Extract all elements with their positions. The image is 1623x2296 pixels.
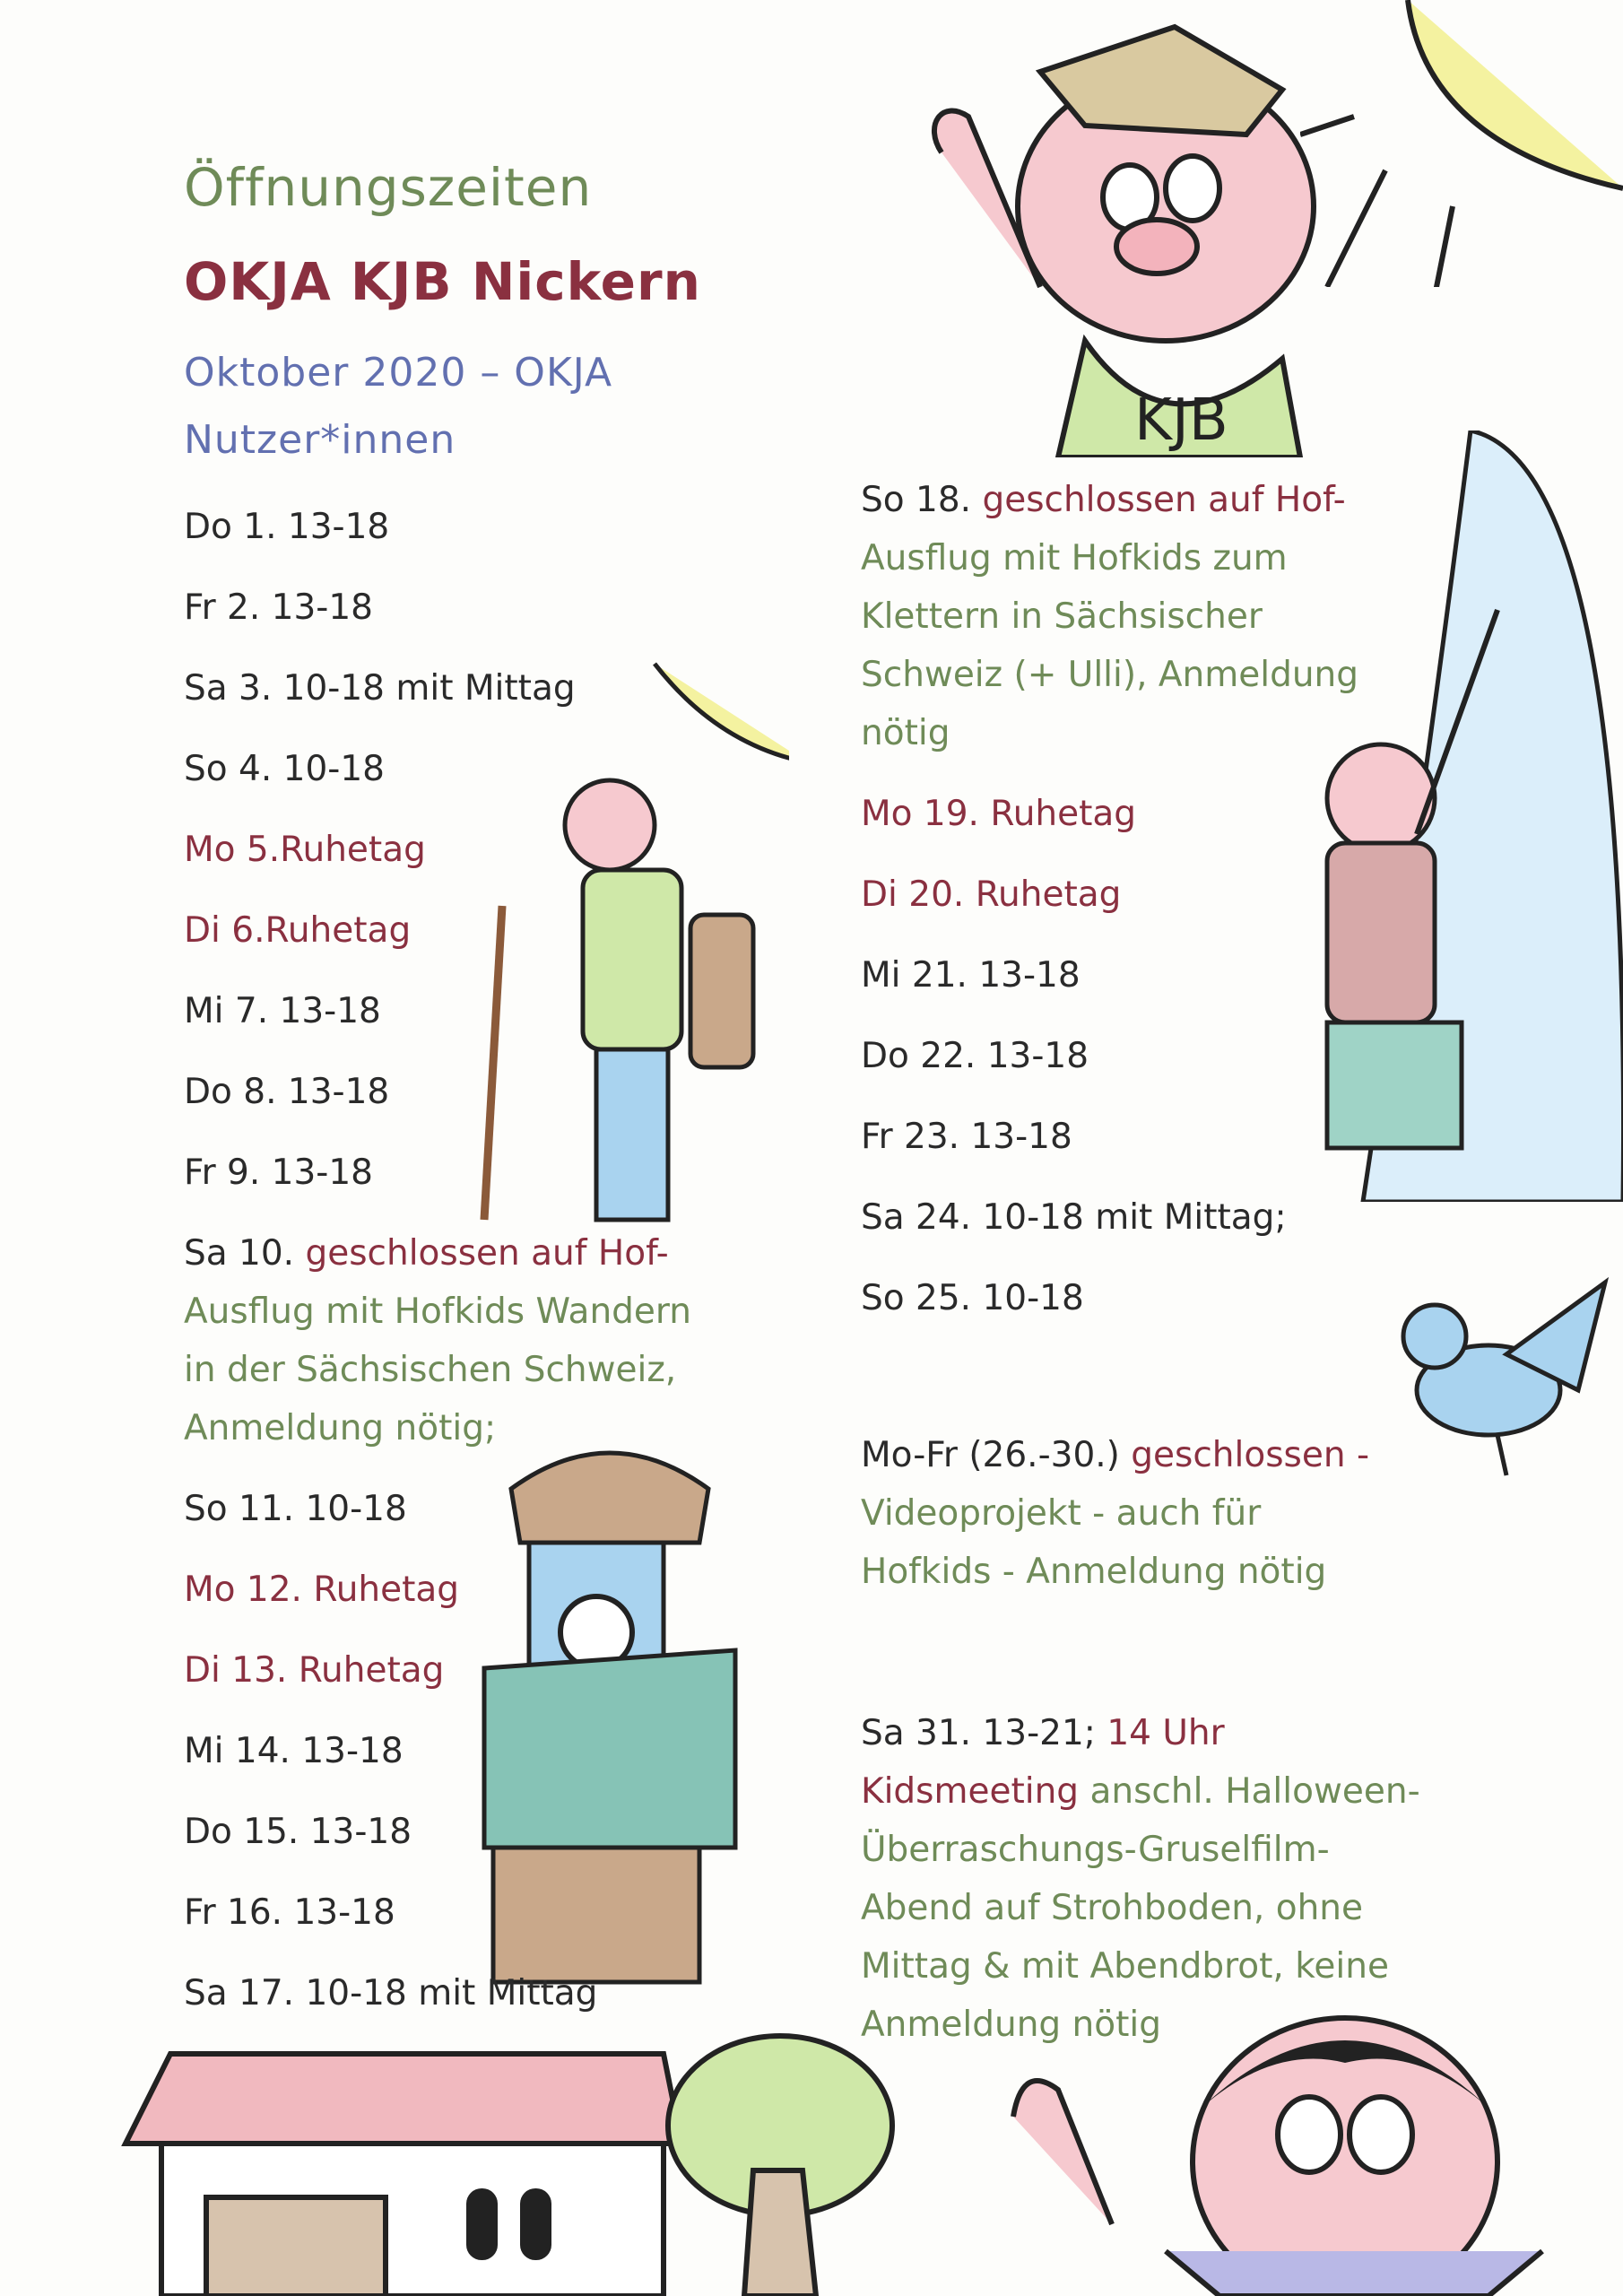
schedule-entry: Mi 7. 13-18 bbox=[184, 991, 381, 1031]
schedule-note: nötig bbox=[861, 713, 950, 753]
schedule-entry: So 11. 10-18 bbox=[184, 1489, 407, 1529]
schedule-entry: Mi 21. 13-18 bbox=[861, 955, 1081, 996]
schedule-note: Anmeldung nötig bbox=[861, 2005, 1162, 2045]
schedule-entry: Mo 12. Ruhetag bbox=[184, 1570, 460, 1610]
schedule-note: Kidsmeeting anschl. Halloween- bbox=[861, 1771, 1420, 1812]
schedule-entry: Do 22. 13-18 bbox=[861, 1036, 1089, 1076]
schedule-entry: Fr 2. 13-18 bbox=[184, 587, 373, 628]
schedule-entry: Fr 23. 13-18 bbox=[861, 1117, 1072, 1157]
schedule-entry: Sa 24. 10-18 mit Mittag; bbox=[861, 1197, 1287, 1238]
schedule-entry: Do 1. 13-18 bbox=[184, 507, 390, 547]
schedule-entry-mofr: Mo-Fr (26.-30.) geschlossen - bbox=[861, 1435, 1370, 1475]
schedule-entry: Mo 5.Ruhetag bbox=[184, 830, 426, 870]
schedule-note: Überraschungs-Gruselfilm- bbox=[861, 1830, 1330, 1870]
tree-illustration bbox=[655, 2027, 906, 2296]
schedule-note: Videoprojekt - auch für bbox=[861, 1493, 1262, 1534]
hiker-illustration bbox=[448, 655, 789, 1229]
schedule-note: Anmeldung nötig; bbox=[184, 1408, 497, 1448]
schedule-entry-sa10: Sa 10. geschlossen auf Hof- bbox=[184, 1233, 669, 1274]
schedule-entry: Fr 9. 13-18 bbox=[184, 1152, 373, 1193]
schedule-entry: So 25. 10-18 bbox=[861, 1278, 1084, 1318]
photographer-illustration bbox=[466, 1417, 753, 1991]
schedule-entry: Fr 16. 13-18 bbox=[184, 1892, 395, 1933]
schedule-note: Mittag & mit Abendbrot, keine bbox=[861, 1946, 1389, 1987]
schedule-entry: Di 20. Ruhetag bbox=[861, 874, 1122, 915]
schedule-entry: Mo 19. Ruhetag bbox=[861, 794, 1137, 834]
schedule-entry: Di 6.Ruhetag bbox=[184, 910, 412, 951]
schedule-note: Ausflug mit Hofkids Wandern bbox=[184, 1292, 691, 1332]
schedule-entry-sa31: Sa 31. 13-21; 14 Uhr bbox=[861, 1713, 1225, 1753]
schedule-entry: Mi 14. 13-18 bbox=[184, 1731, 404, 1771]
schedule-note: Klettern in Sächsischer bbox=[861, 596, 1263, 637]
schedule-note: Abend auf Strohboden, ohne bbox=[861, 1888, 1364, 1928]
schedule-note: Schweiz (+ Ulli), Anmeldung bbox=[861, 655, 1359, 695]
schedule-entry: Do 15. 13-18 bbox=[184, 1812, 412, 1852]
audience-heading: Nutzer*innen bbox=[184, 417, 456, 463]
page-title: Öffnungszeiten bbox=[184, 157, 593, 218]
schedule-entry: So 4. 10-18 bbox=[184, 749, 385, 789]
schedule-entry: Sa 17. 10-18 mit Mittag bbox=[184, 1973, 598, 2013]
bird-illustration bbox=[1372, 1274, 1614, 1480]
schedule-note: Hofkids - Anmeldung nötig bbox=[861, 1552, 1327, 1592]
month-heading: Oktober 2020 – OKJA bbox=[184, 350, 613, 396]
schedule-entry: Do 8. 13-18 bbox=[184, 1072, 390, 1112]
schedule-note: Ausflug mit Hofkids zum bbox=[861, 538, 1288, 578]
schedule-entry: Sa 3. 10-18 mit Mittag bbox=[184, 668, 576, 709]
house-illustration bbox=[108, 2036, 681, 2296]
organization-name: OKJA KJB Nickern bbox=[184, 251, 701, 312]
schedule-note: in der Sächsischen Schweiz, bbox=[184, 1350, 677, 1390]
mascot-shirt-text: KJB bbox=[1134, 387, 1228, 454]
schedule-entry-so18: So 18. geschlossen auf Hof- bbox=[861, 480, 1346, 520]
pig-mascot-illustration bbox=[906, 18, 1408, 457]
schedule-entry: Di 13. Ruhetag bbox=[184, 1650, 445, 1691]
